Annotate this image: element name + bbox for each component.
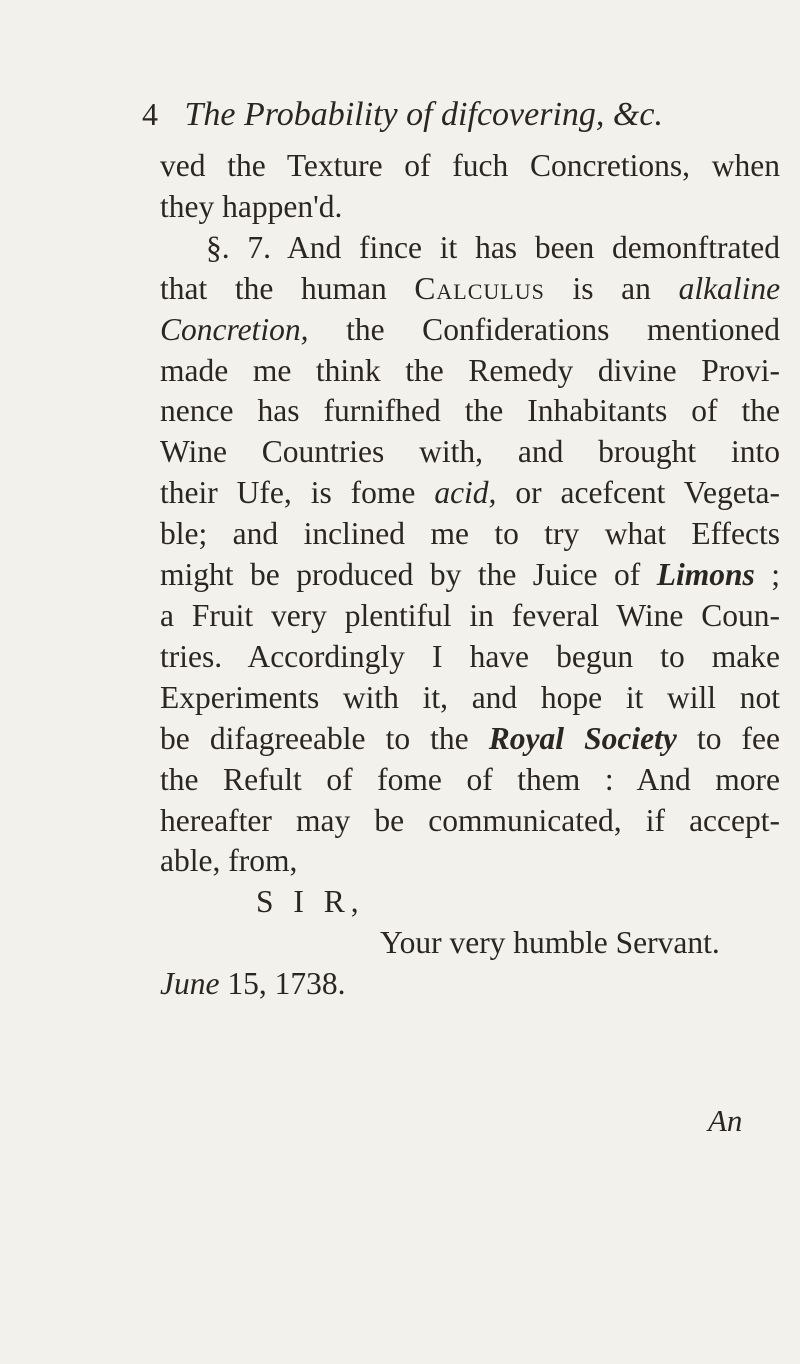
text-line: ble; and inclined me to try what Effects [160,516,780,552]
date-month: June [160,966,220,1002]
text-line [160,719,780,760]
page-number: 4 [142,96,158,132]
royal-society-term: Royal Society [488,720,677,756]
body-text [160,146,780,1005]
text-line [160,269,780,310]
signoff: Your very humble Servant. [380,925,720,961]
concretion-term: Concretion, [160,311,309,347]
text-line: Wine Countries with, and brought into [160,434,780,470]
text-span: their Ufe, is fome [160,475,416,511]
text-line: tries. Accordingly I have begun to make [160,638,780,674]
text-line [160,310,780,351]
text-span: or acefcent Vegeta- [515,475,780,511]
running-title: The Probability of difcovering, &c. [184,96,663,133]
text-line: they happen'd. [160,188,343,224]
limons-term: Limons [656,557,755,593]
text-line [160,555,780,596]
text-line: the Refult of fome of them : And more [160,761,780,797]
text-line: nence has furnifhed the Inhabitants of the [160,393,780,429]
text-line: able, from, [160,843,298,879]
text-span: is an [572,270,651,306]
text-line [160,473,780,514]
text-span: to fee [696,720,780,756]
salutation: S I R, [256,884,365,920]
date-rest: 15, 1738. [227,966,346,1002]
text-span: ; [771,557,781,593]
text-line: ved the Texture of fuch Concretions, when [160,148,780,183]
text-line: hereafter may be communicated, if accept- [160,802,780,838]
acid-term: acid, [434,475,497,511]
text-line: §. 7. And fince it has been demonftrated [206,229,780,265]
text-span: be difagreeable to the [160,720,469,756]
text-span: might be produced by the Juice of [160,557,641,593]
calculus-term: Calculus [414,270,545,306]
text-span: that the human [160,270,387,306]
page-header [142,96,663,134]
text-line: a Fruit very plentiful in feveral Wine Coun- [160,597,780,633]
catchword: An [708,1103,743,1138]
text-line: made me think the Remedy divine Provi- [160,352,780,388]
text-line: Experiments with it, and hope it will not [160,679,780,715]
date-line [160,964,780,1005]
alkaline-term: alkaline [678,270,781,306]
text-span: the Confiderations mentioned [346,311,780,347]
